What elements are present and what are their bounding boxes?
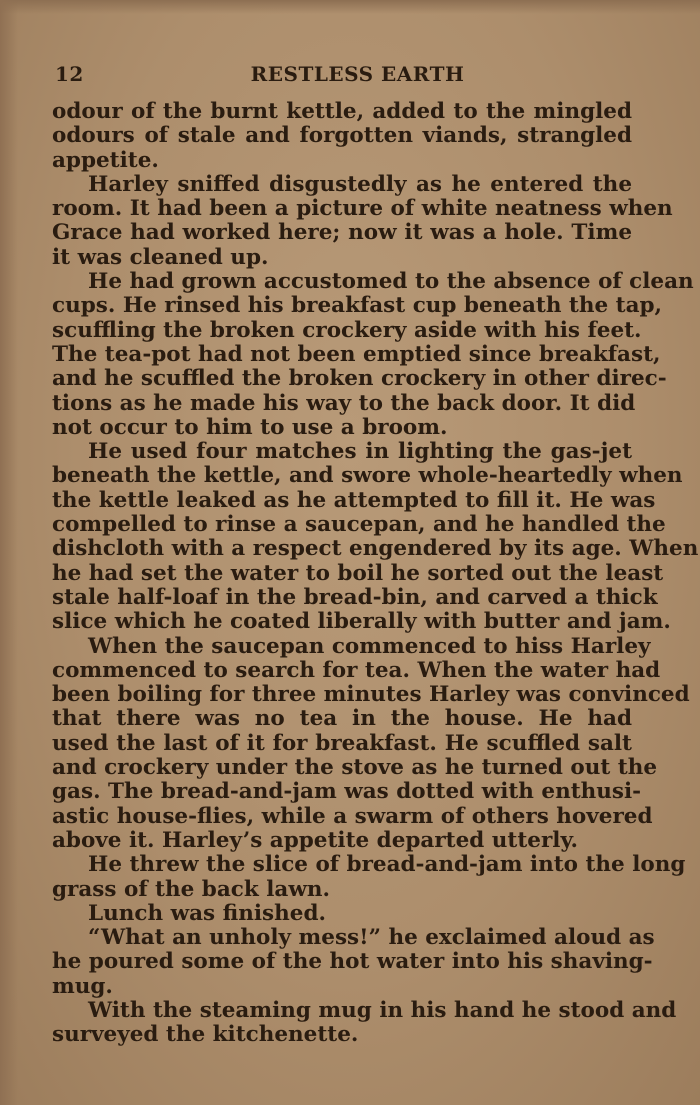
text-line: gas. The bread-and-jam was dotted with enthusi- xyxy=(52,779,642,805)
text-line: that there was no tea in the house. He had xyxy=(52,706,632,732)
text-line: The tea-pot had not been emptied since breakfast, xyxy=(52,341,661,367)
text-line: He used four matches in lighting the gas-jet xyxy=(88,439,632,465)
page-edge-top xyxy=(0,0,700,14)
text-line: slice which he coated liberally with butter and jam. xyxy=(52,609,671,635)
text-line: He had grown accustomed to the absence of clean xyxy=(88,269,694,295)
text-line: tions as he made his way to the back door. It did xyxy=(52,390,636,416)
text-line: “What an unholy mess!” he exclaimed aloud as xyxy=(88,925,655,951)
text-line: odour of the burnt kettle, added to the mingled xyxy=(52,99,632,124)
text-line: above it. Harley’s appetite departed utterly. xyxy=(52,827,578,853)
text-line: room. It had been a picture of white neatness when xyxy=(52,196,673,222)
text-line: When the saucepan commenced to hiss Harley xyxy=(88,633,651,659)
text-line: not occur to him to use a broom. xyxy=(52,414,448,440)
text-line: Harley sniffed disgustedly as he entered the xyxy=(88,171,632,197)
text-line: he had set the water to boil he sorted out the least xyxy=(52,560,664,586)
text-line: With the steaming mug in his hand he stood and xyxy=(88,997,677,1023)
page-header xyxy=(55,62,635,92)
page-edge-left xyxy=(0,0,18,1105)
text-line: Lunch was finished. xyxy=(88,900,326,926)
text-line: compelled to rinse a saucepan, and he handled the xyxy=(52,512,666,538)
text-line: the kettle leaked as he attempted to fill it. He was xyxy=(52,487,656,513)
text-line: been boiling for three minutes Harley was convinced xyxy=(52,682,690,708)
text-line: appetite. xyxy=(52,147,159,173)
text-line: scuffling the broken crockery aside with his feet. xyxy=(52,317,642,343)
page-number: 12 xyxy=(55,62,84,86)
text-line: grass of the back lawn. xyxy=(52,876,330,902)
text-line: and crockery under the stove as he turned out the xyxy=(52,755,658,781)
text-line: it was cleaned up. xyxy=(52,244,269,270)
text-line: surveyed the kitchenette. xyxy=(52,1022,359,1048)
text-line: Grace had worked here; now it was a hole. Time xyxy=(52,220,632,246)
text-line: beneath the kettle, and swore whole-heartedly when xyxy=(52,463,683,489)
text-line: stale half-loaf in the bread-bin, and carved a thick xyxy=(52,584,658,610)
text-line: cups. He rinsed his breakfast cup beneath the tap, xyxy=(52,293,663,319)
text-line: odours of stale and forgotten viands, strangled xyxy=(52,123,632,149)
text-line: dishcloth with a respect engendered by its age. When xyxy=(52,536,699,562)
body-text xyxy=(52,99,699,1048)
text-line: he poured some of the hot water into his shaving- xyxy=(52,949,653,975)
text-line: commenced to search for tea. When the water had xyxy=(52,657,661,683)
text-line: mug. xyxy=(52,973,113,999)
text-line: He threw the slice of bread-and-jam into the long xyxy=(88,852,686,878)
running-head: RESTLESS EARTH xyxy=(250,62,465,86)
text-line: and he scuffled the broken crockery in other direc- xyxy=(52,366,667,392)
text-line: astic house-flies, while a swarm of others hovered xyxy=(52,803,653,829)
text-line: used the last of it for breakfast. He scuffled salt xyxy=(52,730,632,756)
